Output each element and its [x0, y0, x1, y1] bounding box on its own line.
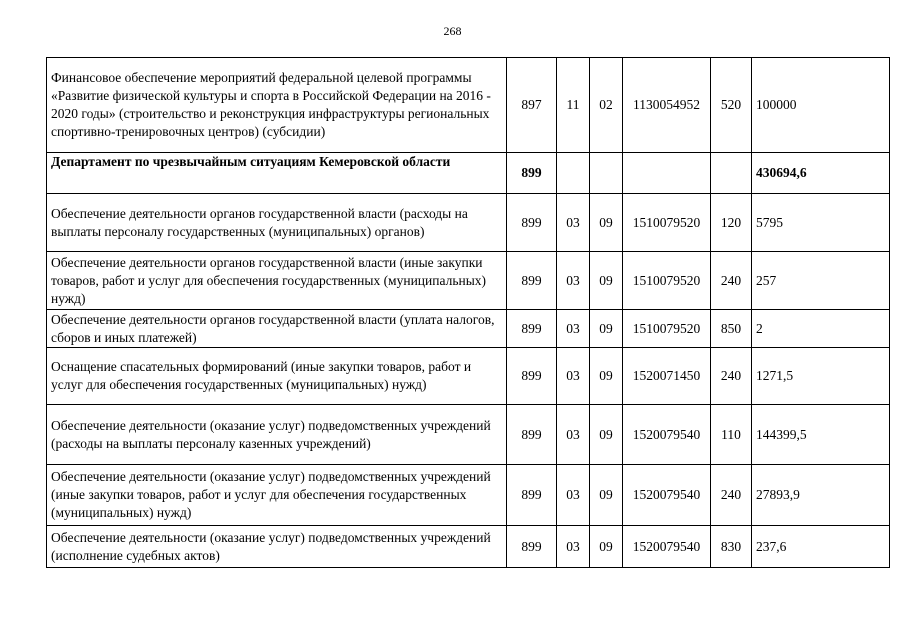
row-expense-type-code: 240 — [711, 252, 752, 310]
page-number: 268 — [443, 24, 462, 38]
row-ministry-code: 899 — [507, 405, 557, 465]
row-subsection-code: 09 — [590, 526, 623, 568]
row-description: Финансовое обеспечение мероприятий федеральной целевой программы «Развитие физической культуры и спорта в Российской Федерации на 2016 - 2020 годы» (строительство и реконструкция инфраструктуры региональных спортивно-тренировочных центров) (субсидии) — [47, 58, 507, 153]
row-subsection-code: 09 — [590, 310, 623, 348]
row-target-code: 1520079540 — [623, 465, 711, 526]
row-expense-type-code: 240 — [711, 348, 752, 405]
row-target-code: 1520079540 — [623, 405, 711, 465]
table-row — [47, 252, 890, 310]
row-section-code: 03 — [557, 194, 590, 252]
row-ministry-code: 897 — [507, 58, 557, 153]
table-row — [47, 58, 890, 153]
row-section-code: 03 — [557, 405, 590, 465]
row-amount: 27893,9 — [752, 465, 890, 526]
row-description: Обеспечение деятельности органов государственной власти (иные закупки товаров, работ и услуг для обеспечения государственных (муниципальных) нужд) — [47, 252, 507, 310]
row-amount: 5795 — [752, 194, 890, 252]
table-row — [47, 526, 890, 568]
table-row-department — [47, 153, 890, 194]
row-ministry-code: 899 — [507, 252, 557, 310]
row-section-code: 03 — [557, 465, 590, 526]
row-amount: 430694,6 — [752, 153, 890, 194]
row-ministry-code: 899 — [507, 526, 557, 568]
row-section-code: 11 — [557, 58, 590, 153]
row-ministry-code: 899 — [507, 348, 557, 405]
row-expense-type-code: 830 — [711, 526, 752, 568]
row-section-code: 03 — [557, 348, 590, 405]
row-subsection-code: 09 — [590, 194, 623, 252]
row-expense-type-code: 850 — [711, 310, 752, 348]
row-subsection-code: 09 — [590, 465, 623, 526]
row-description: Оснащение спасательных формирований (иные закупки товаров, работ и услуг для обеспечения государственных (муниципальных) нужд) — [47, 348, 507, 405]
row-expense-type-code: 110 — [711, 405, 752, 465]
row-description: Обеспечение деятельности (оказание услуг) подведомственных учреждений (расходы на выплаты персоналу казенных учреждений) — [47, 405, 507, 465]
row-expense-type-code: 240 — [711, 465, 752, 526]
row-description: Обеспечение деятельности органов государственной власти (уплата налогов, сборов и иных платежей) — [47, 310, 507, 348]
table-row — [47, 405, 890, 465]
row-expense-type-code — [711, 153, 752, 194]
row-amount: 1271,5 — [752, 348, 890, 405]
table-row — [47, 348, 890, 405]
row-target-code: 1510079520 — [623, 252, 711, 310]
row-target-code: 1510079520 — [623, 194, 711, 252]
row-target-code — [623, 153, 711, 194]
row-target-code: 1520071450 — [623, 348, 711, 405]
row-ministry-code: 899 — [507, 310, 557, 348]
row-expense-type-code: 120 — [711, 194, 752, 252]
budget-table — [46, 57, 890, 568]
row-ministry-code: 899 — [507, 153, 557, 194]
row-section-code: 03 — [557, 310, 590, 348]
row-subsection-code — [590, 153, 623, 194]
row-amount: 100000 — [752, 58, 890, 153]
table-row — [47, 194, 890, 252]
row-subsection-code: 09 — [590, 405, 623, 465]
row-description: Обеспечение деятельности (оказание услуг) подведомственных учреждений (исполнение судебных актов) — [47, 526, 507, 568]
row-amount: 144399,5 — [752, 405, 890, 465]
row-expense-type-code: 520 — [711, 58, 752, 153]
row-amount: 257 — [752, 252, 890, 310]
row-target-code: 1520079540 — [623, 526, 711, 568]
row-subsection-code: 09 — [590, 348, 623, 405]
row-ministry-code: 899 — [507, 465, 557, 526]
row-target-code: 1130054952 — [623, 58, 711, 153]
row-subsection-code: 02 — [590, 58, 623, 153]
row-section-code — [557, 153, 590, 194]
row-description: Департамент по чрезвычайным ситуациям Кемеровской области — [47, 153, 507, 194]
row-amount: 237,6 — [752, 526, 890, 568]
table-row — [47, 465, 890, 526]
row-ministry-code: 899 — [507, 194, 557, 252]
row-target-code: 1510079520 — [623, 310, 711, 348]
row-subsection-code: 09 — [590, 252, 623, 310]
row-section-code: 03 — [557, 252, 590, 310]
row-description: Обеспечение деятельности (оказание услуг) подведомственных учреждений (иные закупки товаров, работ и услуг для обеспечения государственных (муниципальных) нужд) — [47, 465, 507, 526]
table-row — [47, 310, 890, 348]
row-section-code: 03 — [557, 526, 590, 568]
row-description: Обеспечение деятельности органов государственной власти (расходы на выплаты персоналу государственных (муниципальных) органов) — [47, 194, 507, 252]
row-amount: 2 — [752, 310, 890, 348]
